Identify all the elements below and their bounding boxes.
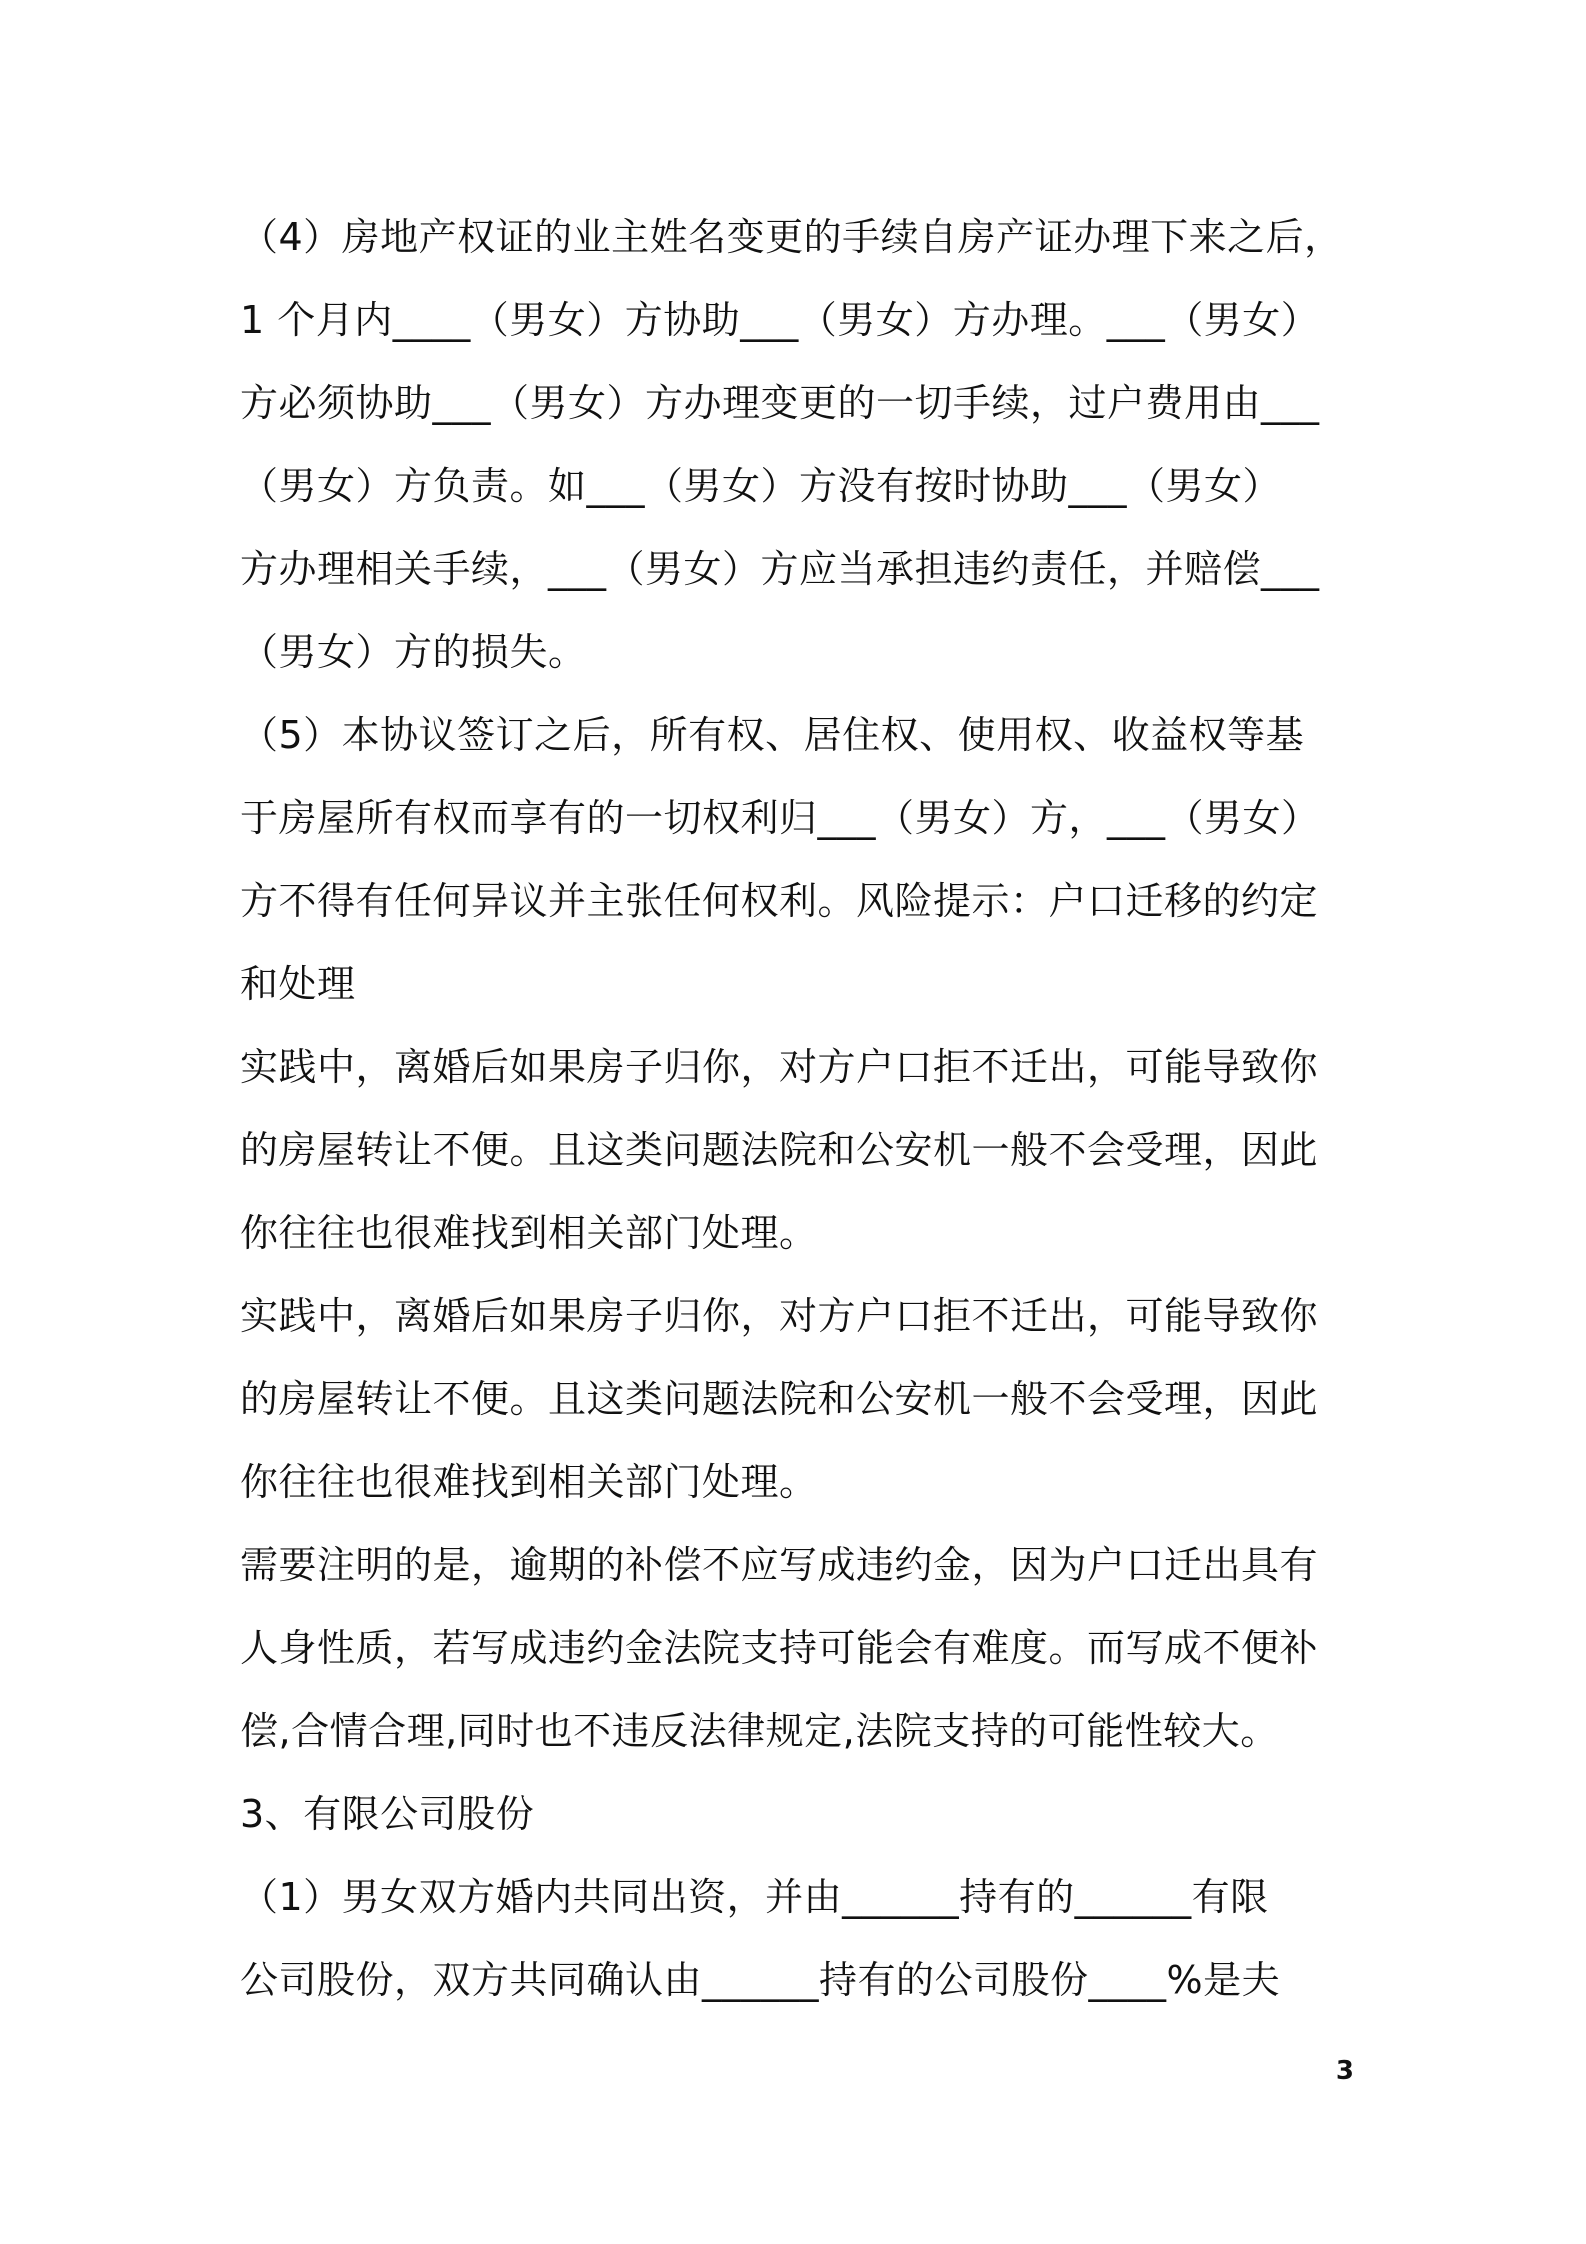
- text-line: （男女）方的损失。: [240, 630, 587, 674]
- text-line: （1）男女双方婚内共同出资，并由______持有的______有限: [240, 1875, 1269, 1919]
- text-line: 的房屋转让不便。且这类问题法院和公安机一般不会受理，因此: [240, 1128, 1319, 1172]
- text-line: 公司股份，双方共同确认由______持有的公司股份____%是夫: [240, 1958, 1281, 2002]
- text-line: 方办理相关手续，___（男女）方应当承担违约责任，并赔偿___: [240, 547, 1320, 591]
- text-line: （4）房地产权证的业主姓名变更的手续自房产证办理下来之后，: [240, 215, 1343, 259]
- text-line: （5）本协议签订之后，所有权、居住权、使用权、收益权等基: [240, 713, 1305, 757]
- text-line: 需要注明的是，逾期的补偿不应写成违约金，因为户口迁出具有: [240, 1543, 1319, 1587]
- text-line: （男女）方负责。如___（男女）方没有按时协助___（男女）: [240, 464, 1282, 508]
- text-line: 于房屋所有权而享有的一切权利归___（男女）方，___（男女）: [240, 796, 1320, 840]
- text-line: 方必须协助___（男女）方办理变更的一切手续，过户费用由___: [240, 381, 1320, 425]
- text-line: 的房屋转让不便。且这类问题法院和公安机一般不会受理，因此: [240, 1377, 1319, 1421]
- text-line: 和处理: [240, 962, 356, 1006]
- text-line: 偿,合情合理,同时也不违反法律规定,法院支持的可能性较大。: [240, 1709, 1279, 1753]
- text-line: 实践中，离婚后如果房子归你，对方户口拒不迁出，可能导致你: [240, 1294, 1319, 1338]
- text-line: 人身性质，若写成违约金法院支持可能会有难度。而写成不便补: [240, 1626, 1319, 1670]
- text-line: 实践中，离婚后如果房子归你，对方户口拒不迁出，可能导致你: [240, 1045, 1319, 1089]
- body-text: [240, 196, 1370, 2022]
- text-line: 你往往也很难找到相关部门处理。: [240, 1460, 818, 1504]
- text-line: 1 个月内____（男女）方协助___（男女）方办理。___（男女）: [240, 298, 1320, 342]
- page-number: 3: [1335, 2056, 1354, 2086]
- text-line: 你往往也很难找到相关部门处理。: [240, 1211, 818, 1255]
- section-heading: 3、有限公司股份: [240, 1792, 535, 1836]
- text-line: 方不得有任何异议并主张任何权利。风险提示：户口迁移的约定: [240, 879, 1319, 923]
